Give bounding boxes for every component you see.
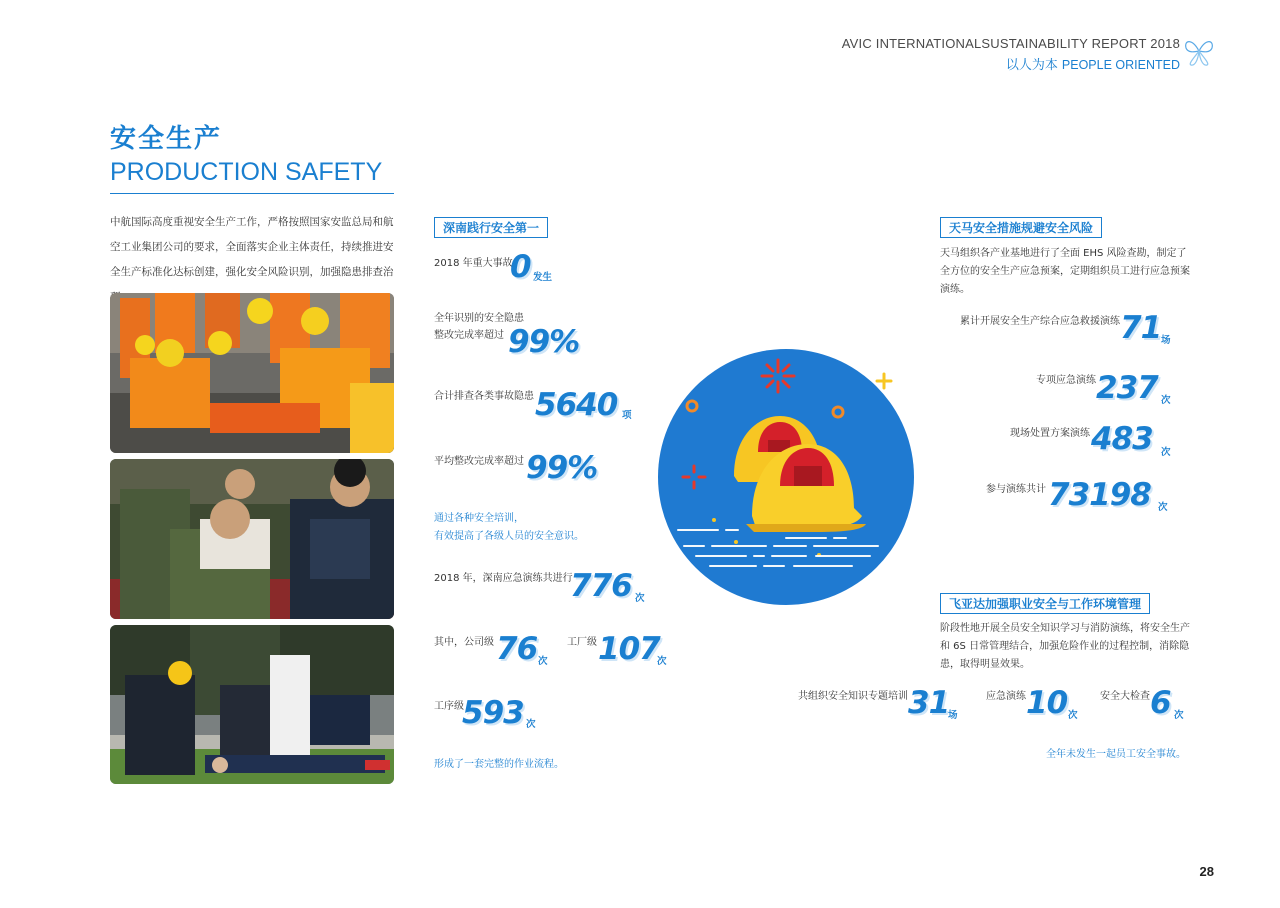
- section-en: PEOPLE ORIENTED: [1061, 58, 1180, 72]
- feiyada-t1-value: 31: [908, 685, 950, 721]
- accident-label: 2018 年重大事故: [434, 258, 513, 269]
- tianma-s3-value: 483: [1091, 421, 1153, 457]
- tianma-paragraph: 天马组织各产业基地进行了全面 EHS 风险查勘，制定了全方位的安全生产应急预案，定期组织员工进行应急预案演练。: [940, 248, 1190, 295]
- feiyada-t3-unit: 次: [1174, 710, 1184, 721]
- company-label: 其中，公司级: [434, 637, 494, 648]
- tianma-s2-value: 237: [1096, 370, 1158, 406]
- avg-label: 平均整改完成率超过: [434, 456, 524, 467]
- feiyada-t2-value: 10: [1026, 685, 1068, 721]
- inspect-unit: 项: [622, 410, 632, 421]
- safety-helmets-illustration: [656, 348, 916, 606]
- tianma-s2-label: 专项应急演练: [1036, 375, 1096, 386]
- section-heading-tianma: 天马安全措施规避安全风险: [940, 217, 1102, 238]
- feiyada-t2-label: 应急演练: [986, 691, 1026, 702]
- page-number: 28: [1199, 864, 1214, 879]
- title-divider: [110, 193, 394, 194]
- tianma-s1-label: 累计开展安全生产综合应急救援演练: [960, 316, 1120, 327]
- tianma-s4-value: 73198: [1048, 477, 1151, 513]
- photo-first-aid-training: [110, 459, 394, 619]
- inspect-label: 合计排查各类事故隐患: [434, 391, 534, 402]
- hazard-label-1: 全年识别的安全隐患: [434, 313, 524, 324]
- tianma-s1-unit: 场: [1161, 335, 1171, 346]
- company-value: 76: [496, 631, 538, 667]
- tianma-s3-label: 现场处置方案演练: [1010, 428, 1090, 439]
- tianma-s3-unit: 次: [1161, 447, 1171, 458]
- factory-value: 107: [598, 631, 660, 667]
- drill-value: 776: [570, 568, 632, 604]
- section-label: [842, 54, 1180, 73]
- process-label: 工序级: [434, 701, 464, 712]
- butterfly-logo-icon: [1182, 34, 1216, 68]
- section-cn: 以人为本: [1005, 58, 1058, 73]
- section-heading-feiyada: 飞亚达加强职业安全与工作环境管理: [940, 593, 1150, 614]
- section-heading-shennan: 深南践行安全第一: [434, 217, 548, 238]
- feiyada-t1-label: 共组织安全知识专题培训: [798, 691, 908, 702]
- accident-value: 0: [510, 249, 531, 285]
- process-note: 形成了一套完整的作业流程。: [434, 759, 564, 770]
- feiyada-t2-unit: 次: [1068, 710, 1078, 721]
- company-unit: 次: [538, 656, 548, 667]
- drill-unit: 次: [635, 593, 645, 604]
- page-title-en: PRODUCTION SAFETY: [110, 158, 383, 186]
- hazard-value: 99%: [508, 324, 580, 360]
- accident-unit: 发生: [533, 272, 553, 283]
- process-unit: 次: [526, 719, 536, 730]
- factory-unit: 次: [657, 656, 667, 667]
- inspect-value: 5640: [535, 387, 618, 423]
- feiyada-paragraph: 阶段性地开展全员安全知识学习与消防演练，将安全生产和 6S 日常管理结合，加强危险作业的过程控制，消除隐患，取得明显效果。: [940, 623, 1190, 670]
- tianma-s2-unit: 次: [1161, 395, 1171, 406]
- feiyada-t3-label: 安全大检查: [1100, 691, 1150, 702]
- hazard-label-2: 整改完成率超过: [434, 330, 504, 341]
- training-note-2: 有效提高了各级人员的安全意识。: [434, 531, 584, 542]
- report-title: AVIC INTERNATIONALSUSTAINABILITY REPORT 2018: [841, 36, 1180, 51]
- page-title-cn: 安全生产: [110, 124, 223, 154]
- report-header: [842, 36, 1180, 73]
- photo-firefighter-cpr: [110, 625, 394, 784]
- tianma-s4-label: 参与演练共计: [986, 484, 1046, 495]
- drill-label: 2018 年，深南应急演练共进行: [434, 573, 573, 584]
- process-value: 593: [462, 695, 524, 731]
- feiyada-t1-unit: 场: [948, 710, 958, 721]
- tianma-s1-value: 71: [1120, 310, 1162, 346]
- feiyada-t3-value: 6: [1150, 685, 1171, 721]
- avg-value: 99%: [526, 450, 598, 486]
- factory-label: 工厂级: [567, 637, 597, 648]
- training-note-1: 通过各种安全培训，: [434, 513, 524, 524]
- photo-rescue-drill: [110, 293, 394, 453]
- feiyada-note: 全年未发生一起员工安全事故。: [1046, 749, 1186, 760]
- intro-paragraph: 中航国际高度重视安全生产工作，严格按照国家安监总局和航空工业集团公司的要求，全面落实企业主体责任，持续推进安全生产标准化达标创建，强化安全风险识别，加强隐患排查治: [110, 216, 394, 278]
- plus-icon: [877, 374, 891, 388]
- tianma-s4-unit: 次: [1158, 502, 1168, 513]
